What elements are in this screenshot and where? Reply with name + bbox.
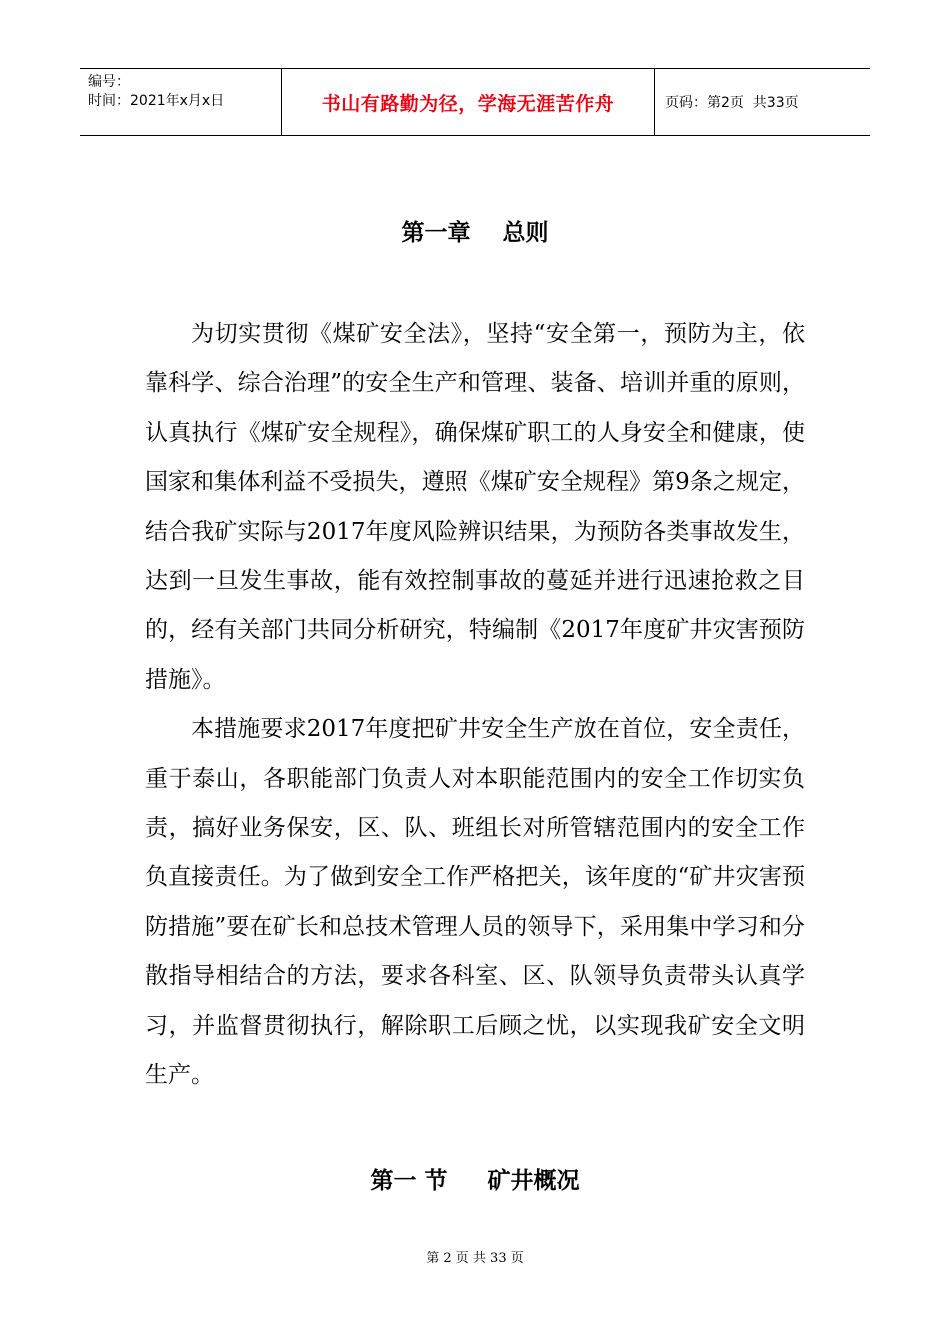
header-motto-cell [282,69,655,135]
header-info-cell [80,69,282,135]
header-page-cell [655,69,870,135]
paragraph: 为切实贯彻《煤矿安全法》，坚持“安全第一，预防为主，依靠科学、综合治理”的安全生产和管理、装备、培训并重的原则，认真执行《煤矿安全规程》，确保煤矿职工的人身安全和健康，使国家和集体利益不受损失，遵照《煤矿安全规程》第9条之规定，结合我矿实际与2017年度风险辨识结果，为预防各类事故发生，达到一旦发生事故，能有效控制事故的蔓延并进行迅速抢救之目的，经有关部门共同分析研究，特编制《2017年度矿井灾害预防措施》。 [145,321,805,693]
header-page-info: 页码：第2页 共33页 [665,95,799,111]
section-title: 第一 节 矿井概况 [370,1168,580,1194]
document-time-label: 时间：2021年x月x日 [88,93,225,109]
paragraph: 本措施要求2017年度把矿井安全生产放在首位，安全责任，重于泰山，各职能部门负责人对本职能范围内的安全工作切实负责，搞好业务保安，区、队、班组长对所管辖范围内的安全工作负直接责任。为了做到安全工作严格把关，该年度的“矿井灾害预防措施”要在矿长和总技术管理人员的领导下，采用集中学习和分散指导相结合的方法，要求各科室、区、队领导负责带头认真学习，并监督贯彻执行，解除职工后顾之忧，以实现我矿安全文明生产。 [145,716,805,1089]
page-footer: 第 2 页 共 33 页 [426,1251,524,1266]
chapter-title: 第一章 总则 [401,220,549,246]
document-number-label: 编号： [88,74,130,90]
body-text [145,310,805,1101]
page-header [80,68,870,136]
header-motto: 书山有路勤为径，学海无涯苦作舟 [321,92,615,115]
